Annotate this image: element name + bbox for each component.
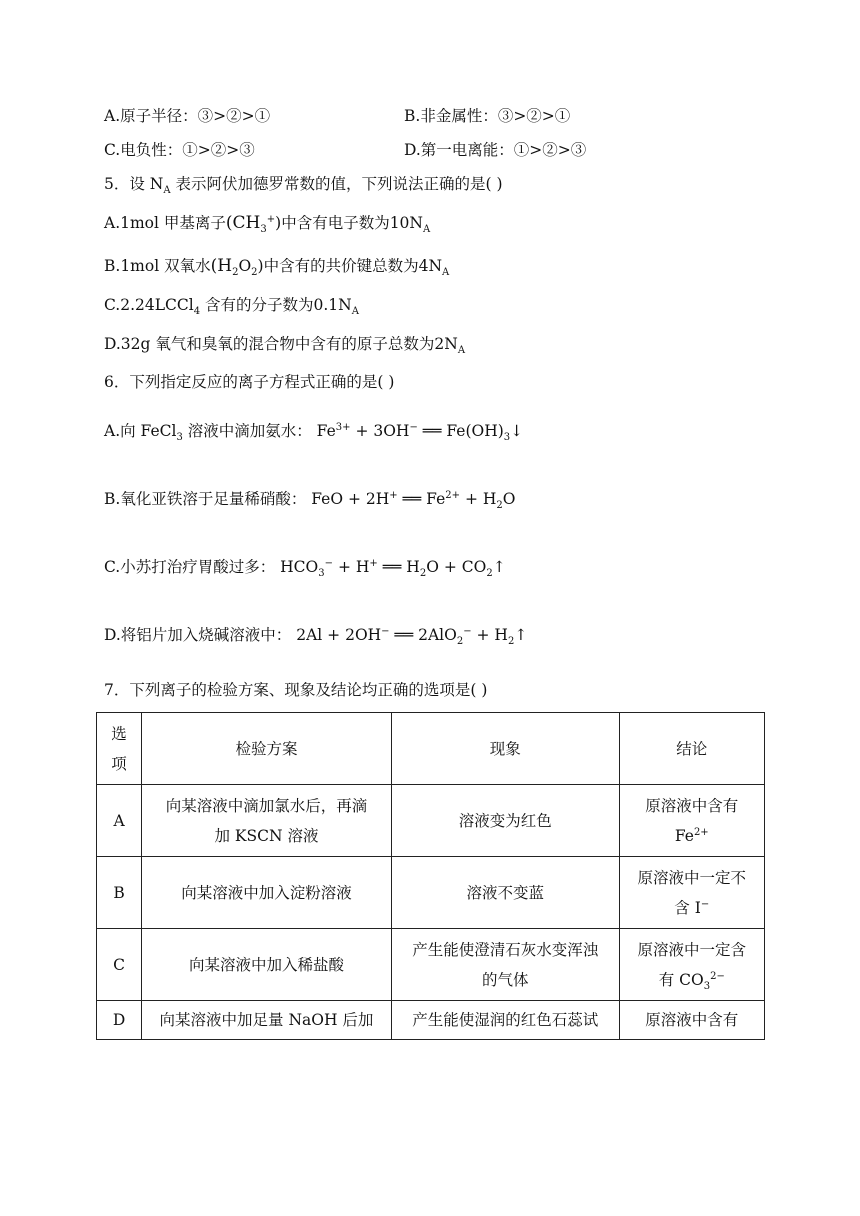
row-conclusion: 原溶液中一定含 有 $CO_3^{2-}$: [619, 929, 764, 1001]
q6-stem: 6．下列指定反应的离子方程式正确的是( ): [104, 373, 395, 391]
q5-option-b: B.1mol 双氧水$(H_2O_2)$中含有的共价键总数为$4N_A$: [104, 256, 450, 279]
q5-option-c: C.2.24LCCl$_4$ 含有的分子数为$0.1N_A$: [104, 296, 359, 318]
table-row: [97, 929, 765, 1001]
table-row: [97, 785, 765, 857]
q6-option-d: D.将铝片加入烧碱溶液中： 2Al + 2OH− ══ $2AlO_2^- + H_2↑$: [104, 625, 528, 648]
row-option: A: [97, 785, 142, 857]
header-conclusion: 结论: [619, 713, 764, 785]
row-plan: 向某溶液中加足量 NaOH 后加: [142, 1001, 392, 1040]
row-conclusion: 原溶液中含有 $Fe^{2+}$: [619, 785, 764, 857]
q6-option-a: A.向 FeCl$_3$ 溶液中滴加氨水： $Fe^{3+} + 3OH^-$ ══ $Fe(OH)_3↓$: [104, 421, 524, 444]
row-phenomenon: 产生能使湿润的红色石蕊试: [391, 1001, 619, 1040]
q4-option-a: A.原子半径：③>②>①: [104, 107, 271, 125]
row-conclusion: 原溶液中含有: [619, 1001, 764, 1040]
header-phenomenon: 现象: [391, 713, 619, 785]
header-option: 选 项: [97, 713, 142, 785]
row-plan: 向某溶液中加入淀粉溶液: [142, 857, 392, 929]
q5-option-a: A.1mol 甲基离子$(CH_3^+)$中含有电子数为$10N_A$: [104, 213, 431, 236]
header-plan: 检验方案: [142, 713, 392, 785]
row-option: C: [97, 929, 142, 1001]
q4-option-d: D.第一电离能：①>②>③: [404, 141, 587, 159]
q5-stem: 5．设 $N_A$ 表示阿伏加德罗常数的值，下列说法正确的是( ): [104, 175, 503, 197]
row-phenomenon: 溶液变为红色: [391, 785, 619, 857]
row-plan: 向某溶液中加入稀盐酸: [142, 929, 392, 1001]
q7-table: [96, 712, 765, 1040]
table-header-row: [97, 713, 765, 785]
q6-option-c: C.小苏打治疗胃酸过多： $HCO_3^- + H^+$ ══ $H_2O$ + $CO_2↑$: [104, 557, 506, 580]
q7-stem: 7．下列离子的检验方案、现象及结论均正确的选项是( ): [104, 681, 488, 699]
row-phenomenon: 产生能使澄清石灰水变浑浊 的气体: [391, 929, 619, 1001]
q5-option-d: D.32g 氧气和臭氧的混合物中含有的原子总数为$2N_A$: [104, 335, 466, 357]
table-row: [97, 857, 765, 929]
row-phenomenon: 溶液不变蓝: [391, 857, 619, 929]
row-conclusion: 原溶液中一定不 含 I−: [619, 857, 764, 929]
q4-option-b: B.非金属性：③>②>①: [404, 107, 571, 125]
q4-option-c: C.电负性：①>②>③: [104, 141, 255, 159]
table-row: [97, 1001, 765, 1040]
row-plan: 向某溶液中滴加氯水后，再滴 加 KSCN 溶液: [142, 785, 392, 857]
row-option: B: [97, 857, 142, 929]
q6-option-b: B.氧化亚铁溶于足量稀硝酸： FeO + 2H+ ══ $Fe^{2+} + H_2O$: [104, 489, 516, 512]
row-option: D: [97, 1001, 142, 1040]
